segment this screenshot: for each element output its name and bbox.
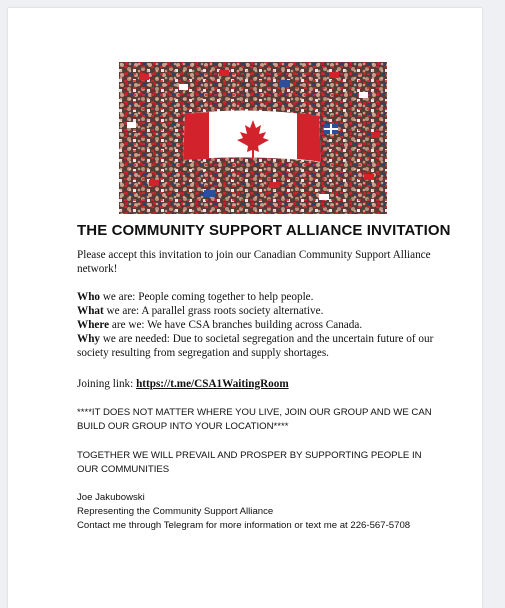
signature-contact: Contact me through Telegram for more information or text me at 226-567-5708 (77, 520, 411, 531)
fact-label: Where (77, 319, 110, 331)
signature-block (77, 491, 457, 533)
canadian-flag-crowd-photo (119, 62, 387, 214)
large-canada-flag (183, 110, 321, 162)
crowd-flag-image (119, 62, 387, 214)
intro-paragraph: Please accept this invitation to join our Canadian Community Support Alliance network! (77, 249, 431, 275)
fact-who (77, 290, 447, 304)
document-page (8, 8, 482, 608)
fact-text: we are: People coming together to help people. (100, 291, 314, 303)
joining-label: Joining link: (77, 378, 137, 390)
fact-label: Who (77, 291, 101, 303)
together-paragraph: TOGETHER WE WILL PREVAIL AND PROSPER BY SUPPORTING PEOPLE IN OUR COMMUNITIES (77, 450, 422, 475)
signature-role: Representing the Community Support Alliance (77, 506, 274, 517)
fact-text: we are: A parallel grass roots society alternative. (103, 305, 324, 317)
fact-label: What (77, 305, 104, 317)
fact-label: Why (77, 333, 101, 345)
signature-name: Joe Jakubowski (77, 492, 145, 503)
page-title: THE COMMUNITY SUPPORT ALLIANCE INVITATION (77, 222, 451, 239)
fact-why (77, 332, 447, 360)
joining-link[interactable]: https://t.me/CSA1WaitingRoom (136, 378, 289, 390)
notice-paragraph: ****IT DOES NOT MATTER WHERE YOU LIVE, JOIN OUR GROUP AND WE CAN BUILD OUR GROUP INTO YOUR LOCATION**** (77, 407, 432, 432)
fact-text: are we: We have CSA branches building across Canada. (109, 319, 363, 331)
fact-what (77, 304, 447, 318)
fact-where (77, 318, 447, 332)
joining-line (77, 377, 447, 391)
fact-text: we are needed: Due to societal segregation and the uncertain future of our society resulting from segregation and supply shortages. (77, 333, 434, 359)
facts-list (77, 290, 447, 360)
